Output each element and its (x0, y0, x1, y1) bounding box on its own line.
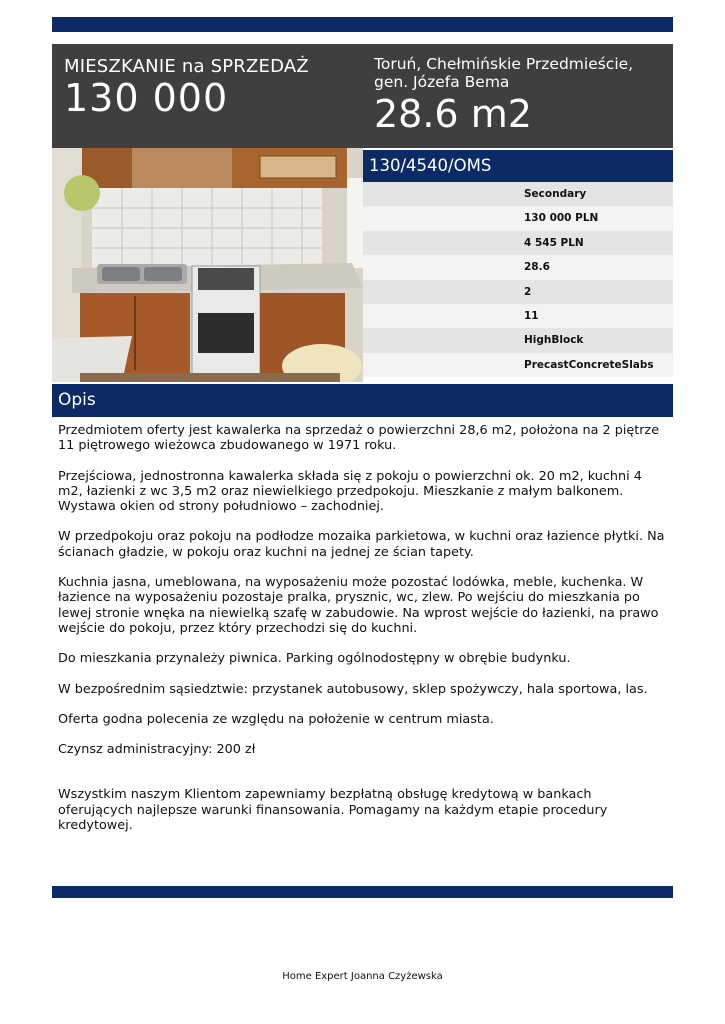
listing-area: 28.6 m2 (374, 92, 532, 136)
kitchen-photo (52, 148, 363, 382)
spec-floor: 2 (363, 280, 673, 304)
specs-table (363, 182, 673, 377)
description (58, 423, 670, 848)
spec-market: Secondary (363, 182, 673, 206)
section-title: Opis (52, 384, 673, 417)
description-paragraph: Przejściowa, jednostronna kawalerka składa się z pokoju o powierzchni ok. 20 m2, kuchni 4 m2, łazienki z wc 3,5 m2 oraz niewielkiego przedpokoju. Mieszkanie z małym balkonem. Wystawa okien od strony południowo – zachodniej. (58, 468, 642, 515)
description-paragraph: Oferta godna polecenia ze względu na położenie w centrum miasta. (58, 711, 494, 727)
listing-header (52, 44, 673, 148)
spec-construction: PrecastConcreteSlabs (363, 353, 673, 377)
listing-location: Toruń, Chełmińskie Przedmieście, gen. Józefa Bema (374, 55, 634, 91)
spec-area: 28.6 (363, 255, 673, 279)
description-paragraph: Wszystkim naszym Klientom zapewniamy bezpłatną obsługę kredytową w bankach oferujących najlepsze warunki finansowania. Pomagamy na każdym etapie procedury kredytowej. (58, 787, 608, 834)
description-paragraph: Kuchnia jasna, umeblowana, na wyposażeniu może pozostać lodówka, meble, kuchenka. W łazience na wyposażeniu pozostaje pralka, prysznic, wc, zlew. Po wejściu do mieszkania po lewej stronie wnęka na niewielką szafę w zabudowie. Na wprost wejście do łazienki, na prawo wejście do pokoju, przez który przechodzi się do kuchni. (58, 575, 659, 636)
spec-price-per-m2: 4 545 PLN (363, 231, 673, 255)
spec-total-floors: 11 (363, 304, 673, 328)
spec-price: 130 000 PLN (363, 206, 673, 230)
listing-price: 130 000 (64, 76, 229, 120)
description-paragraph: W przedpokoju oraz pokoju na podłodze mozaika parkietowa, w kuchni oraz łazience płytki. Na ścianach gładzie, w pokoju oraz kuchni na jednej ze ścian tapety. (58, 529, 665, 560)
description-paragraph: Czynsz administracyjny: 200 zł (58, 742, 256, 758)
spec-building-type: HighBlock (363, 328, 673, 352)
offer-reference: 130/4540/OMS (363, 150, 673, 182)
agency-footer: Home Expert Joanna Czyżewska (282, 971, 443, 982)
top-accent-bar (52, 17, 673, 32)
description-paragraph: Przedmiotem oferty jest kawalerka na sprzedaż o powierzchni 28,6 m2, położona na 2 piętrze 11 piętrowego wieżowca zbudowanego w 1971 roku. (58, 423, 660, 454)
description-paragraph: Do mieszkania przynależy piwnica. Parking ogólnodostępny w obrębie budynku. (58, 651, 571, 667)
listing-type: MIESZKANIE na SPRZEDAŻ (64, 56, 309, 77)
description-paragraph: W bezpośrednim sąsiedztwie: przystanek autobusowy, sklep spożywczy, hala sportowa, las. (58, 681, 648, 697)
bottom-accent-bar (52, 886, 673, 898)
